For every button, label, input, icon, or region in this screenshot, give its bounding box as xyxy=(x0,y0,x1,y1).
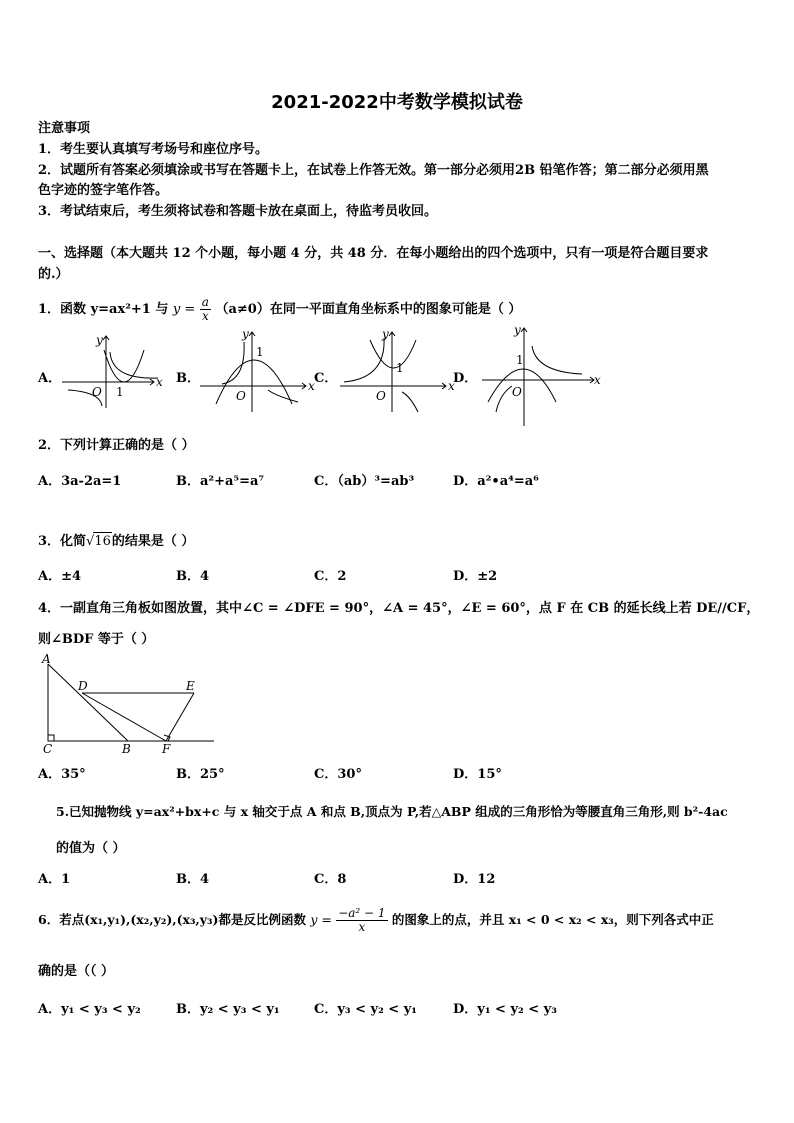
q6-option-d: D．y₁ < y₂ < y₃ xyxy=(453,1002,557,1017)
q5-option-c: C．8 xyxy=(314,872,347,887)
q6-option-a: A．y₁ < y₃ < y₂ xyxy=(38,1002,141,1017)
q1b-y-label: y xyxy=(242,327,249,341)
q1d-y-label: y xyxy=(514,323,521,337)
q1c-origin: O xyxy=(376,389,386,403)
q4-label-e: E xyxy=(186,679,195,693)
notice-item: 1．考生要认真填写考场号和座位序号。 xyxy=(38,142,269,157)
q1-mid: （a≠0）在同一平面直角坐标系中的图象可能是（ ） xyxy=(215,302,522,317)
q4-option-a: A．35° xyxy=(38,767,86,782)
question-4-stem: 4．一副直角三角板如图放置，其中∠C = ∠DFE = 90°，∠A = 45°，∠E = 60°，点 F 在 CB 的延长线上若 DE//CF， xyxy=(38,601,760,616)
page-title: 2021-2022中考数学模拟试卷 xyxy=(271,92,523,113)
section-heading-cont: 的.） xyxy=(38,267,69,282)
q6-option-c: C．y₃ < y₂ < y₁ xyxy=(314,1002,417,1017)
q1-graph-a xyxy=(58,330,170,410)
q6-stem-a: 6．若点(x₁,y₁),(x₂,y₂),(x₃,y₃)都是反比例函数 xyxy=(38,912,306,927)
question-6-stem-cont: 确的是（（ ） xyxy=(38,964,115,979)
question-1-stem xyxy=(38,296,521,323)
q3-option-d: D．±2 xyxy=(453,569,498,584)
q3-stem-b: 的结果是（ ） xyxy=(111,534,195,549)
q1-fraction xyxy=(200,296,211,323)
notice-item: 2．试题所有答案必须填涂或书写在答题卡上，在试卷上作答无效。第一部分必须用2B 铅笔作答；第二部分必须用黑 xyxy=(38,163,709,178)
q5-option-b: B．4 xyxy=(176,872,210,887)
q1b-x-label: x xyxy=(308,379,315,393)
q4-option-c: C．30° xyxy=(314,767,362,782)
q1c-one: 1 xyxy=(396,361,404,375)
question-3-stem: 3．化简√16的结果是（ ） xyxy=(38,534,195,549)
q6-y-eq: y = xyxy=(310,912,332,927)
q2-option-d: D．a²•a⁴=a⁶ xyxy=(453,474,539,489)
q1-prefix: 1．函数 y=ax²+1 与 xyxy=(38,302,169,317)
q1-graph-b xyxy=(196,326,320,414)
q4-label-c: C xyxy=(43,742,53,756)
q4-label-a: A xyxy=(42,652,51,666)
q2-option-b: B．a²+a⁵=a⁷ xyxy=(176,474,265,489)
question-2-stem: 2．下列计算正确的是（ ） xyxy=(38,438,195,453)
q1-frac-num: a xyxy=(201,295,209,309)
q1-frac-den: x xyxy=(201,309,209,323)
q1a-y-label: y xyxy=(96,333,103,347)
q6-stem-b: 的图象上的点，并且 x₁ < 0 < x₂ < x₃，则下列各式中正 xyxy=(391,912,714,927)
q1d-x-label: x xyxy=(594,373,601,387)
q1b-one: 1 xyxy=(256,345,264,359)
q4-label-b: B xyxy=(122,742,131,756)
q1-graph-d xyxy=(476,322,606,430)
q1-option-c: C． xyxy=(314,371,338,386)
q5-option-d: D．12 xyxy=(453,872,496,887)
q6-frac-num: −a² − 1 xyxy=(338,906,386,920)
question-5-stem: 5.已知抛物线 y=ax²+bx+c 与 x 轴交于点 A 和点 B,顶点为 P,若△ABP 组成的三角形恰为等腰直角三角形,则 b²-4ac xyxy=(56,804,728,819)
q1a-x-label: x xyxy=(156,375,163,389)
q4-option-d: D．15° xyxy=(453,767,502,782)
q1-option-b: B． xyxy=(176,371,200,386)
q4-figure xyxy=(38,652,218,758)
question-6-stem xyxy=(38,907,714,934)
notice-item: 3．考试结束后，考生须将试卷和答题卡放在桌面上，待监考员收回。 xyxy=(38,204,438,219)
q4-label-d: D xyxy=(78,679,88,693)
q1c-x-label: x xyxy=(448,379,455,393)
q4-option-b: B．25° xyxy=(176,767,225,782)
q6-frac-den: x xyxy=(358,920,366,934)
q1a-origin: O xyxy=(92,385,102,399)
q1a-one: 1 xyxy=(116,385,124,399)
q1d-origin: O xyxy=(512,385,522,399)
q2-option-a: A．3a-2a=1 xyxy=(38,474,122,489)
q6-option-b: B．y₂ < y₃ < y₁ xyxy=(176,1002,280,1017)
q1-option-a: A． xyxy=(38,371,62,386)
question-5-stem-cont: 的值为（ ） xyxy=(56,841,126,856)
q3-option-b: B．4 xyxy=(176,569,210,584)
q2-option-c: C．（ab）³=ab³ xyxy=(314,474,415,489)
q3-option-a: A．±4 xyxy=(38,569,82,584)
q1-option-d: D． xyxy=(453,371,478,386)
q1d-one: 1 xyxy=(516,353,524,367)
q1-y-eq: y = xyxy=(172,302,196,317)
q5-option-a: A．1 xyxy=(38,872,71,887)
q6-fraction xyxy=(336,907,387,934)
q3-stem-a: 3．化简 xyxy=(38,534,87,549)
section-heading: 一、选择题（本大题共 12 个小题，每小题 4 分，共 48 分．在每小题给出的四个选项中，只有一项是符合题目要求 xyxy=(38,246,709,261)
q3-option-c: C．2 xyxy=(314,569,347,584)
q1-graph-c xyxy=(336,326,460,414)
question-4-stem-cont: 则∠BDF 等于（ ） xyxy=(38,632,155,647)
q1b-origin: O xyxy=(236,389,246,403)
q4-label-f: F xyxy=(162,742,171,756)
q3-radicand: 16 xyxy=(94,534,111,549)
notice-heading: 注意事项 xyxy=(38,121,91,136)
q1c-y-label: y xyxy=(382,327,389,341)
notice-item: 色字迹的签字笔作答。 xyxy=(38,183,169,198)
